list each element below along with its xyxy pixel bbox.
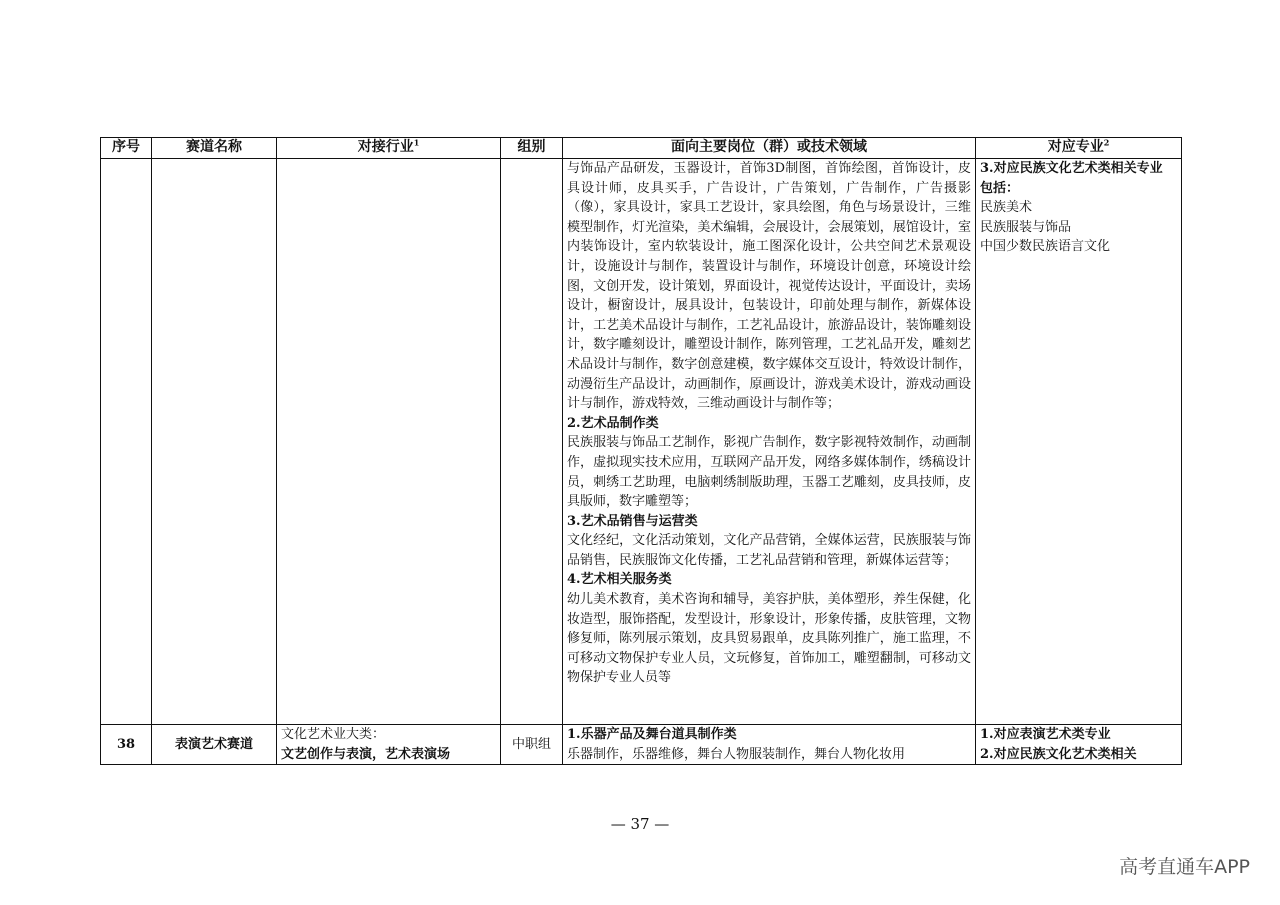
- positions-paragraph-1: 乐器制作，乐器维修，舞台人物服装制作，舞台人物化妆用: [567, 746, 906, 762]
- table-row: [101, 159, 1182, 725]
- cell-industry: [277, 159, 501, 725]
- page-number: — 37 —: [610, 815, 670, 833]
- cell-seq: 38: [101, 725, 152, 765]
- major-item: 民族服装与饰品: [980, 219, 1072, 235]
- table-row: [101, 725, 1182, 765]
- header-track: 赛道名称: [152, 138, 277, 159]
- cell-group: [501, 159, 563, 725]
- major-item: 中国少数民族语言文化: [980, 239, 1111, 255]
- cell-track: [152, 159, 277, 725]
- watermark-logo: 高考直通车APP: [1119, 856, 1250, 878]
- cell-positions: [563, 725, 976, 765]
- majors-heading: 3.对应民族文化艺术类相关专业: [980, 161, 1163, 176]
- footnote-2: 2: [1103, 137, 1110, 148]
- cell-group: 中职组: [501, 725, 563, 765]
- major-item: 民族美术: [980, 200, 1033, 216]
- footnote-1: 1: [413, 137, 420, 148]
- header-positions: 面向主要岗位（群）或技术领域: [563, 138, 976, 159]
- majors-include-label: 包括：: [980, 180, 1020, 196]
- majors-line-2: 2.对应民族文化艺术类相关: [980, 746, 1137, 762]
- positions-paragraph-1: 与饰品产品研发，玉器设计，首饰3D制图，首饰绘图，首饰设计，皮具设计师，皮具买手，广告设计，广告策划，广告制作，广告摄影（像），家具设计，家具工艺设计，家具绘图，角色与场景设计，三维模型制作，灯光渲染，美术编辑，会展设计，会展策划，展馆设计，室内装饰设计，室内软装设计，施工图深化设计，公共空间艺术景观设计，设施设计与制作，装置设计与制作，环境设计创意，环境设计绘图，文创开发，设计策划，界面设计，视觉传达设计，平面设计，卖场设计，橱窗设计，展具设计，包装设计，印前处理与制作，新媒体设计，工艺美术品设计与制作，工艺礼品设计，旅游品设计，装饰雕刻设计，数字雕刻设计，雕塑设计制作，陈列管理，工艺礼品开发，雕刻艺术品设计与制作，数字创意建模，数字媒体交互设计，特效设计制作，动漫衍生产品设计，动画制作，原画设计，游戏美术设计，游戏动画设计与制作，游戏特效，三维动画设计与制作等；: [567, 161, 971, 412]
- positions-heading-1: 1.乐器产品及舞台道具制作类: [567, 727, 737, 742]
- cell-industry: [277, 725, 501, 765]
- positions-paragraph-2: 民族服装与饰品工艺制作，影视广告制作，数字影视特效制作，动画制作，虚拟现实技术应用，互联网产品开发，网络多媒体制作，绣稿设计员，刺绣工艺助理，电脑刺绣制版助理，玉器工艺雕刻，皮具技师，皮具版师，数字雕塑等；: [567, 435, 971, 510]
- industry-subcategory: 文艺创作与表演，艺术表演场: [281, 746, 451, 762]
- header-group: 组别: [501, 138, 563, 159]
- cell-track: 表演艺术赛道: [152, 725, 277, 765]
- header-seq: 序号: [101, 138, 152, 159]
- positions-paragraph-3: 文化经纪，文化活动策划，文化产品营销，全媒体运营，民族服装与饰品销售，民族服饰文化传播，工艺礼品营销和管理，新媒体运营等；: [567, 533, 971, 568]
- header-industry: 对接行业$^1$: [277, 138, 501, 159]
- positions-heading-3: 3.艺术品销售与运营类: [567, 513, 698, 529]
- competition-table: [100, 137, 1182, 765]
- header-majors: 对应专业$^2$: [976, 138, 1182, 159]
- cell-majors: [976, 725, 1182, 765]
- positions-heading-2: 2.艺术品制作类: [567, 415, 659, 431]
- table-header-row: [101, 138, 1182, 159]
- cell-positions: [563, 159, 976, 725]
- majors-line-1: 1.对应表演艺术类专业: [980, 727, 1111, 742]
- cell-majors: [976, 159, 1182, 725]
- positions-paragraph-4: 幼儿美术教育，美术咨询和辅导，美容护肤，美体塑形，养生保健，化妆造型，服饰搭配，发型设计，形象设计，形象传播，皮肤管理，文物修复师，陈列展示策划，皮具贸易跟单，皮具陈列推广，施工监理，不可移动文物保护专业人员，文玩修复，首饰加工，雕塑翻制，可移动文物保护专业人员等: [567, 592, 971, 686]
- industry-category: 文化艺术业大类：: [281, 727, 386, 742]
- positions-heading-4: 4.艺术相关服务类: [567, 572, 672, 588]
- cell-seq: [101, 159, 152, 725]
